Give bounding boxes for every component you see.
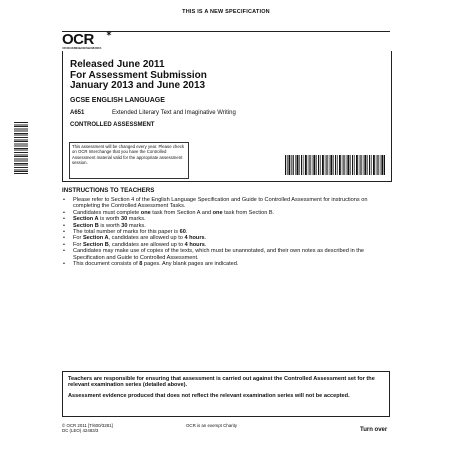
document-code: DC (LEO) 42483/3 [62,428,99,434]
title-line-2: For Assessment Submission [70,69,207,81]
copyright-text: © OCR 2011 [T/600/3281] [62,423,113,428]
notice-text: This assessment will be changed every year. Please check on OCR Interchange that you have the Controlled Assessment material valid for the appropriate assessment session. [72,144,185,165]
turn-over-label: Turn over [360,427,388,433]
unit-code: A651 [70,110,85,116]
instruction-item: • The total number of marks for this paper is 60. [62,229,392,235]
logo-tagline: OXFORD CAMBRIDGE AND RSA EXAMINATIONS [62,47,101,50]
page-title [70,60,207,92]
side-barcode-icon [14,122,28,174]
charity-note: OCR is an exempt Charity [186,423,237,428]
instruction-item: • Candidates must complete one task from Section A and one task from Section B. [62,210,392,216]
barcode-icon [285,155,385,175]
ocr-logo-text: OCR [62,31,94,48]
instruction-item: • For Section B, candidates are allowed up to 4 hours. [62,242,392,248]
title-line-1: Released June 2011 [70,59,165,70]
qualification-title: GCSE ENGLISH LANGUAGE [70,97,165,104]
instruction-item: • Section B is worth 30 marks. [62,223,392,229]
unit-title: Extended Literary Text and Imaginative Writing [112,110,236,116]
logo-star-icon: ✶ [106,31,112,38]
header-rule [62,9,390,32]
assessment-type: CONTROLLED ASSESSMENT [70,122,155,128]
specification-notice: THIS IS A NEW SPECIFICATION [182,9,270,15]
instruction-item: • Section A is worth 30 marks. [62,216,392,222]
instructions-list [62,197,392,267]
instruction-item: • Please refer to Section 4 of the English Language Specification and Guide to Controlled Assessment for instructions on completing the Controlled Assessment Tasks. [62,197,392,210]
teachers-notice-paragraph-1: Teachers are responsible for ensuring that assessment is carried out against the Controlled Assessment set for the relevant examination series (detailed above). [68,376,375,389]
ocr-logo [62,31,112,50]
instruction-item: • This document consists of 8 pages. Any blank pages are indicated. [62,261,392,267]
instruction-item: • Candidates may make use of copies of the texts, which must be unannotated, and their own notes as described in the Specification and Guide to Controlled Assessment. [62,248,392,261]
teachers-notice-box [62,371,390,417]
teachers-notice-paragraph-2: Assessment evidence produced that does not reflect the relevant examination series will not be accepted. [68,392,350,399]
title-line-3: January 2013 and June 2013 [70,80,206,91]
instruction-item: • For Section A, candidates are allowed up to 4 hours. [62,235,392,241]
instructions-heading: INSTRUCTIONS TO TEACHERS [62,187,155,194]
footer-left [62,423,113,434]
